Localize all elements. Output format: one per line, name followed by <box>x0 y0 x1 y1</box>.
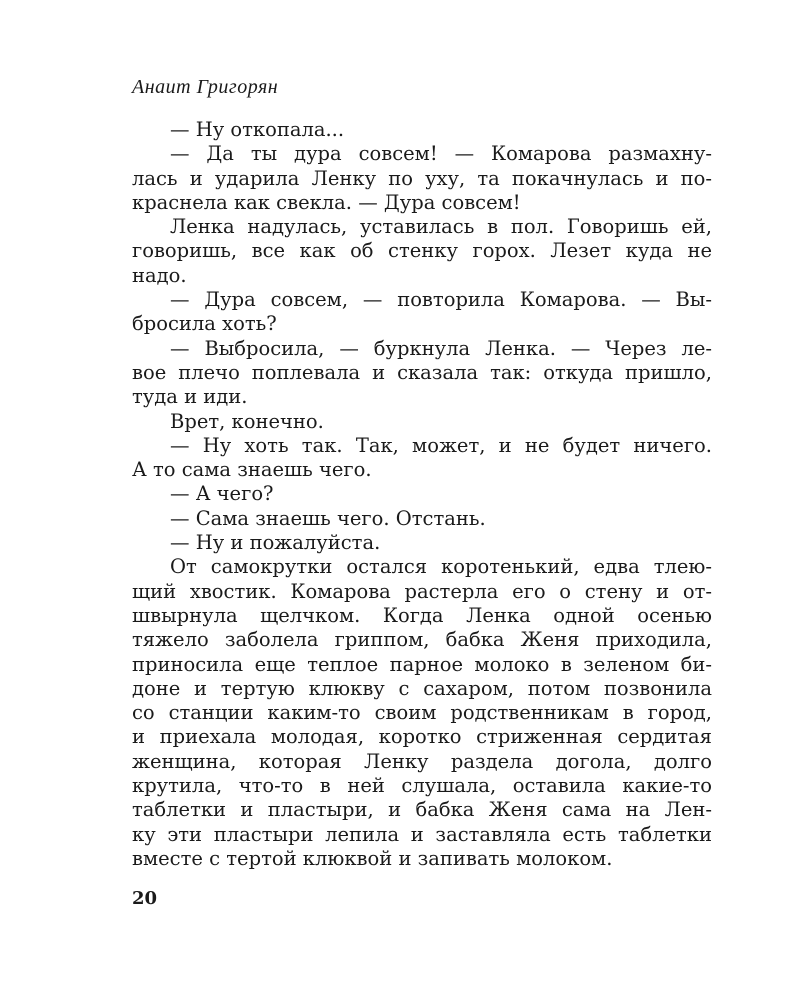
text-line: — Ну хоть так. Так, может, и не будет ничего. <box>170 433 712 457</box>
text-line: доне и тертую клюкву с сахаром, потом позвонила <box>132 676 712 700</box>
text-line: Ленка надулась, уставилась в пол. Говоришь ей, <box>170 215 712 239</box>
text-line: — Да ты дура совсем! — Комарова размахну- <box>170 142 712 166</box>
text-line: От самокрутки остался коротенький, едва тлею- <box>170 555 712 579</box>
text-line: со станции каким-то своим родственникам в город, <box>132 701 712 725</box>
text-line: — Сама знаешь чего. Отстань. <box>170 506 486 530</box>
text-line: — Ну и пожалуйста. <box>170 531 381 555</box>
text-line: вместе с тертой клюквой и запивать молоком. <box>132 846 613 870</box>
text-line: краснела как свекла. — Дура совсем! <box>132 190 521 214</box>
page-number: 20 <box>132 888 158 909</box>
text-line: Врет, конечно. <box>170 409 324 433</box>
text-line: тяжело заболела гриппом, бабка Женя приходила, <box>132 628 712 652</box>
text-line: А то сама знаешь чего. <box>132 458 372 482</box>
text-line: и приехала молодая, коротко стриженная сердитая <box>132 725 712 749</box>
text-line: — Дура совсем, — повторила Комарова. — Вы- <box>170 288 712 312</box>
text-line: приносила еще теплое парное молоко в зеленом би- <box>132 652 712 676</box>
text-line: швырнула щелчком. Когда Ленка одной осенью <box>132 603 712 627</box>
text-line: — Ну откопала... <box>170 118 345 141</box>
text-line: туда и иди. <box>132 385 248 409</box>
text-line: бросила хоть? <box>132 312 277 336</box>
text-line: — А чего? <box>170 482 274 506</box>
text-line: вое плечо поплевала и сказала так: откуда пришло, <box>132 360 712 384</box>
text-line: лась и ударила Ленку по уху, та покачнулась и по- <box>132 166 712 190</box>
body-text <box>132 118 712 871</box>
text-line: надо. <box>132 263 187 287</box>
text-line: — Выбросила, — буркнула Ленка. — Через ле- <box>170 336 712 360</box>
text-line: ку эти пластыри лепила и заставляла есть таблетки <box>132 822 712 846</box>
text-line: женщина, которая Ленку раздела догола, долго <box>132 749 712 773</box>
text-line: щий хвостик. Комарова растерла его о стену и от- <box>132 579 712 603</box>
running-head-author: Анаит Григорян <box>132 76 279 98</box>
text-line: таблетки и пластыри, и бабка Женя сама на Лен- <box>132 798 712 822</box>
text-line: говоришь, все как об стенку горох. Лезет куда не <box>132 239 712 263</box>
text-line: крутила, что-то в ней слушала, оставила какие-то <box>132 774 712 798</box>
